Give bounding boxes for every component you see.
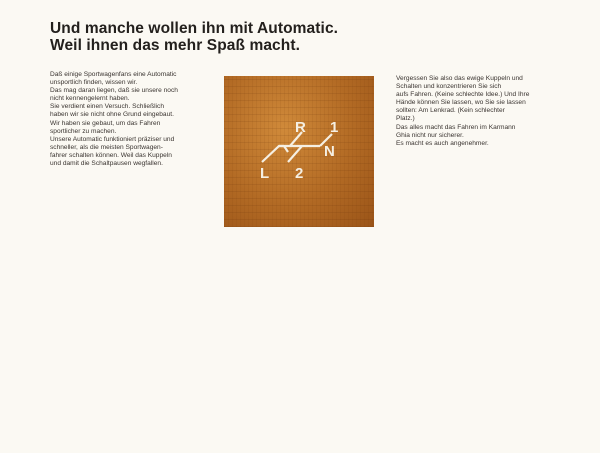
right-text-line: Hände können Sie lassen, wo Sie sie lassen (396, 99, 526, 107)
left-text-line: fahrer schalten können. Weil das Kuppeln (50, 151, 172, 159)
right-text-line: sollten: Am Lenkrad. (Kein schlechter (396, 107, 505, 115)
left-text-line: Unsere Automatic funktioniert präziser und (50, 135, 175, 143)
left-text-line: Sie verdient einen Versuch. Schließlich (50, 103, 164, 111)
gear-1-label: 1 (330, 119, 339, 136)
headline-line-1: Und manche wollen ihn mit Automatic. (50, 20, 339, 37)
gear-2-label: 2 (295, 165, 304, 182)
shift-gate-diagram (224, 76, 374, 227)
right-text-line: Schalten und konzentrieren Sie sich (396, 83, 502, 91)
right-text-line: Vergessen Sie also das ewige Kuppeln und (396, 75, 523, 82)
left-text-line: und damit die Schaltpausen wegfallen. (50, 160, 163, 168)
right-text-line: aufs Fahren. (Keine schlechte Idee.) Und Ihre (396, 91, 530, 99)
right-text-line: Es macht es auch angenehmer. (396, 139, 489, 147)
headline-line-2: Weil ihnen das mehr Spaß macht. (50, 37, 301, 54)
headline (50, 20, 338, 54)
gate-slot-middle (288, 146, 302, 162)
gear-n-label: N (324, 143, 335, 160)
left-text-line: sportlicher zu machen. (50, 127, 117, 135)
right-text-column (396, 75, 571, 148)
shift-gate-lines (262, 132, 332, 162)
left-text-line: nicht kennengelernt haben. (50, 95, 130, 103)
gate-slot-left (262, 146, 284, 162)
right-text-line: Ghia nicht nur sicherer. (396, 131, 464, 139)
right-text-line: Platz.) (396, 115, 415, 123)
left-text-line: Wir haben sie gebaut, um das Fahren (50, 119, 161, 127)
left-text-column (50, 71, 220, 168)
right-text-line: Das alles macht das Fahren im Karmann (396, 123, 516, 131)
left-text-line: unsportlich finden, wissen wir. (50, 79, 138, 87)
left-text-line: Daß einige Sportwagenfans eine Automatic (50, 71, 177, 78)
left-text-line: schneller, als die meisten Sportwagen- (50, 143, 163, 151)
gear-r-label: R (295, 119, 306, 136)
wood-shift-pattern-image (224, 76, 374, 227)
gear-l-label: L (260, 165, 270, 182)
left-text-line: haben wir sie nicht ohne Grund eingebaut. (50, 111, 174, 119)
left-text-line: Das mag daran liegen, daß sie unsere noch (50, 87, 178, 95)
